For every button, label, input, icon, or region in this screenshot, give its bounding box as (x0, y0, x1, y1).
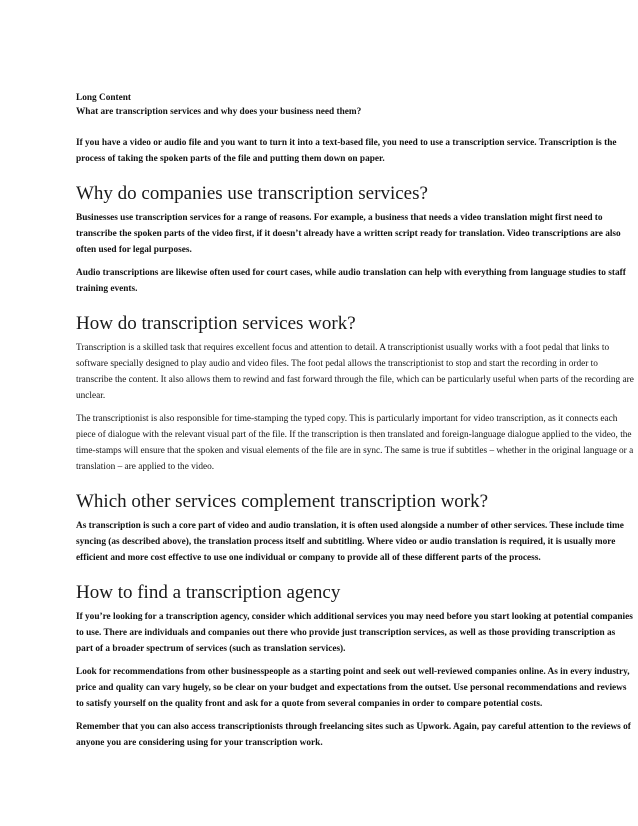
document-question: What are transcription services and why does your business need them? (76, 107, 362, 117)
section-how-work-paragraph-1: Transcription is a skilled task that requires excellent focus and attention to detail. A transcriptionist usually works with a foot pedal that links to software specially designed to play audio and video files. The foot pedal allows the transcriptionist to stop and start the recording in order to transcribe the content. It also allows them to rewind and fast forward through the file, which can be particularly useful when parts of the recording are unclear. (76, 343, 634, 401)
content-label: Long Content (76, 93, 132, 103)
section-why-paragraph-1: Businesses use transcription services for a range of reasons. For example, a business that needs a video translation might first need to transcribe the spoken parts of the video first, if it doesn’t already have a written script ready for translation. Video transcriptions are also often used for legal purposes. (76, 213, 621, 255)
section-heading-why: Why do companies use transcription services? (76, 183, 428, 204)
section-how-work-paragraph-2: The transcriptionist is also responsible for time-stamping the typed copy. This is particularly important for video transcription, as it connects each piece of dialogue with the relevant visual part of the file. If the transcription is then translated and foreign-language dialogue applied to the video, the time-stamps will ensure that the spoken and visual elements of the file are in sync. The same is true if subtitles – whether in the original language or a translation – are applied to the video. (76, 414, 634, 472)
section-complement-paragraph-1: As transcription is such a core part of video and audio translation, it is often used alongside a number of other services. These include time syncing (as described above), the translation process itself and subtitling. Where video or audio translation is required, it is usually more efficient and more cost effective to use one individual or company to provide all of these different parts of the process. (76, 521, 624, 563)
section-find-agency-paragraph-1: If you’re looking for a transcription agency, consider which additional services you may need before you start looking at potential companies to use. There are individuals and companies out there who provide just transcription services, as well as those providing transcription as part of a broader spectrum of services (such as translation services). (76, 612, 633, 654)
section-heading-complement: Which other services complement transcription work? (76, 491, 489, 512)
document-page (76, 91, 634, 751)
section-why-paragraph-2: Audio transcriptions are likewise often used for court cases, while audio translation can help with everything from language studies to staff training events. (76, 268, 626, 294)
section-heading-find-agency: How to find a transcription agency (76, 582, 341, 603)
section-heading-how-work: How do transcription services work? (76, 313, 356, 334)
intro-paragraph: If you have a video or audio file and you want to turn it into a text-based file, you need to use a transcription service. Transcription is the process of taking the spoken parts of the file and putting them down on paper. (76, 138, 617, 164)
section-find-agency-paragraph-2: Look for recommendations from other businesspeople as a starting point and seek out well-reviewed companies online. As in every industry, price and quality can vary hugely, so be clear on your budget and expectations from the outset. Use personal recommendations and reviews to satisfy yourself on the quality front and ask for a quote from several companies in order to compare potential costs. (76, 667, 630, 709)
section-find-agency-paragraph-3: Remember that you can also access transcriptionists through freelancing sites such as Upwork. Again, pay careful attention to the reviews of anyone you are considering using for your transcription work. (76, 722, 631, 748)
